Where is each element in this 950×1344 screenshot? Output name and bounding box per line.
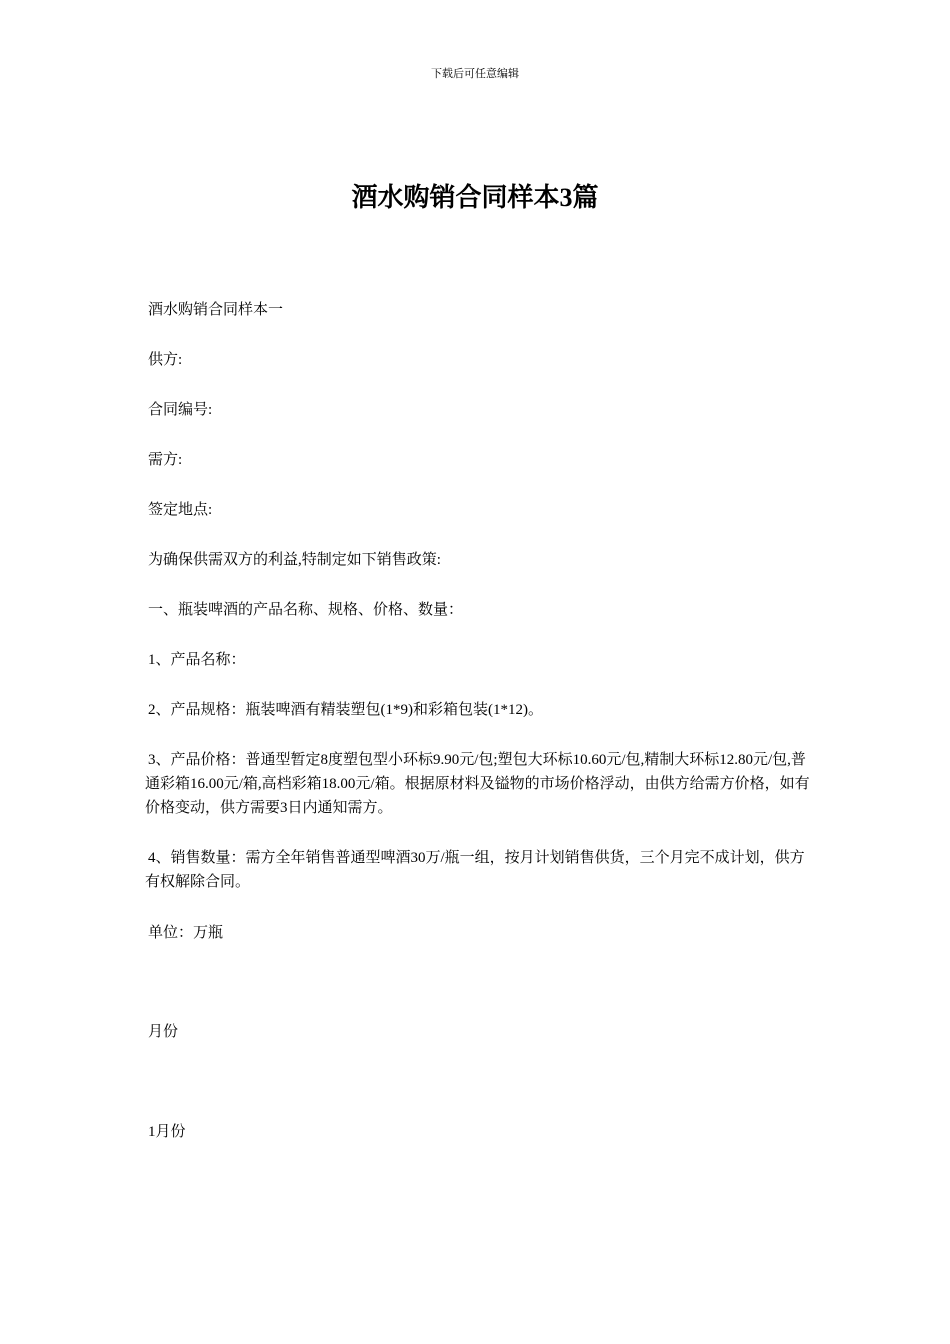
- unit-label: 单位：万瓶: [148, 925, 224, 941]
- product-spec-item: 2、产品规格：瓶装啤酒有精装塑包(1*9)和彩箱包装(1*12)。: [148, 702, 543, 718]
- sales-quantity-item: 4、销售数量：需方全年销售普通型啤酒30万/瓶一组，按月计划销售供货，三个月完不成计划，供方有权解除合同。: [145, 850, 805, 890]
- product-name-item: 1、产品名称：: [148, 652, 246, 668]
- signing-place-field: 签定地点:: [148, 502, 213, 518]
- contract-number-field: 合同编号:: [148, 402, 213, 418]
- product-price-item: 3、产品价格：普通型暂定8度塑包型小环标9.90元/包;塑包大环标10.60元/包,精制大环标12.80元/包,普通彩箱16.00元/箱,高档彩箱18.00元/箱。根据原材料及镒物的市场价格浮动，由供方给需方价格，如有价格变动，供方需要3日内通知需方。: [145, 752, 810, 816]
- page-header-note: 下载后可任意编辑: [431, 68, 519, 80]
- policy-intro-paragraph: 为确保供需双方的利益,特制定如下销售政策:: [148, 552, 441, 568]
- clause-1-heading: 一、瓶装啤酒的产品名称、规格、价格、数量：: [148, 602, 464, 618]
- month-column-label: 月份: [148, 1024, 179, 1040]
- section-heading: 酒水购销合同样本一: [148, 302, 284, 318]
- buyer-field: 需方:: [148, 452, 183, 468]
- month-row-january: 1月份: [148, 1124, 186, 1140]
- document-title: 酒水购销合同样本3篇: [351, 183, 599, 212]
- supplier-field: 供方:: [148, 352, 183, 368]
